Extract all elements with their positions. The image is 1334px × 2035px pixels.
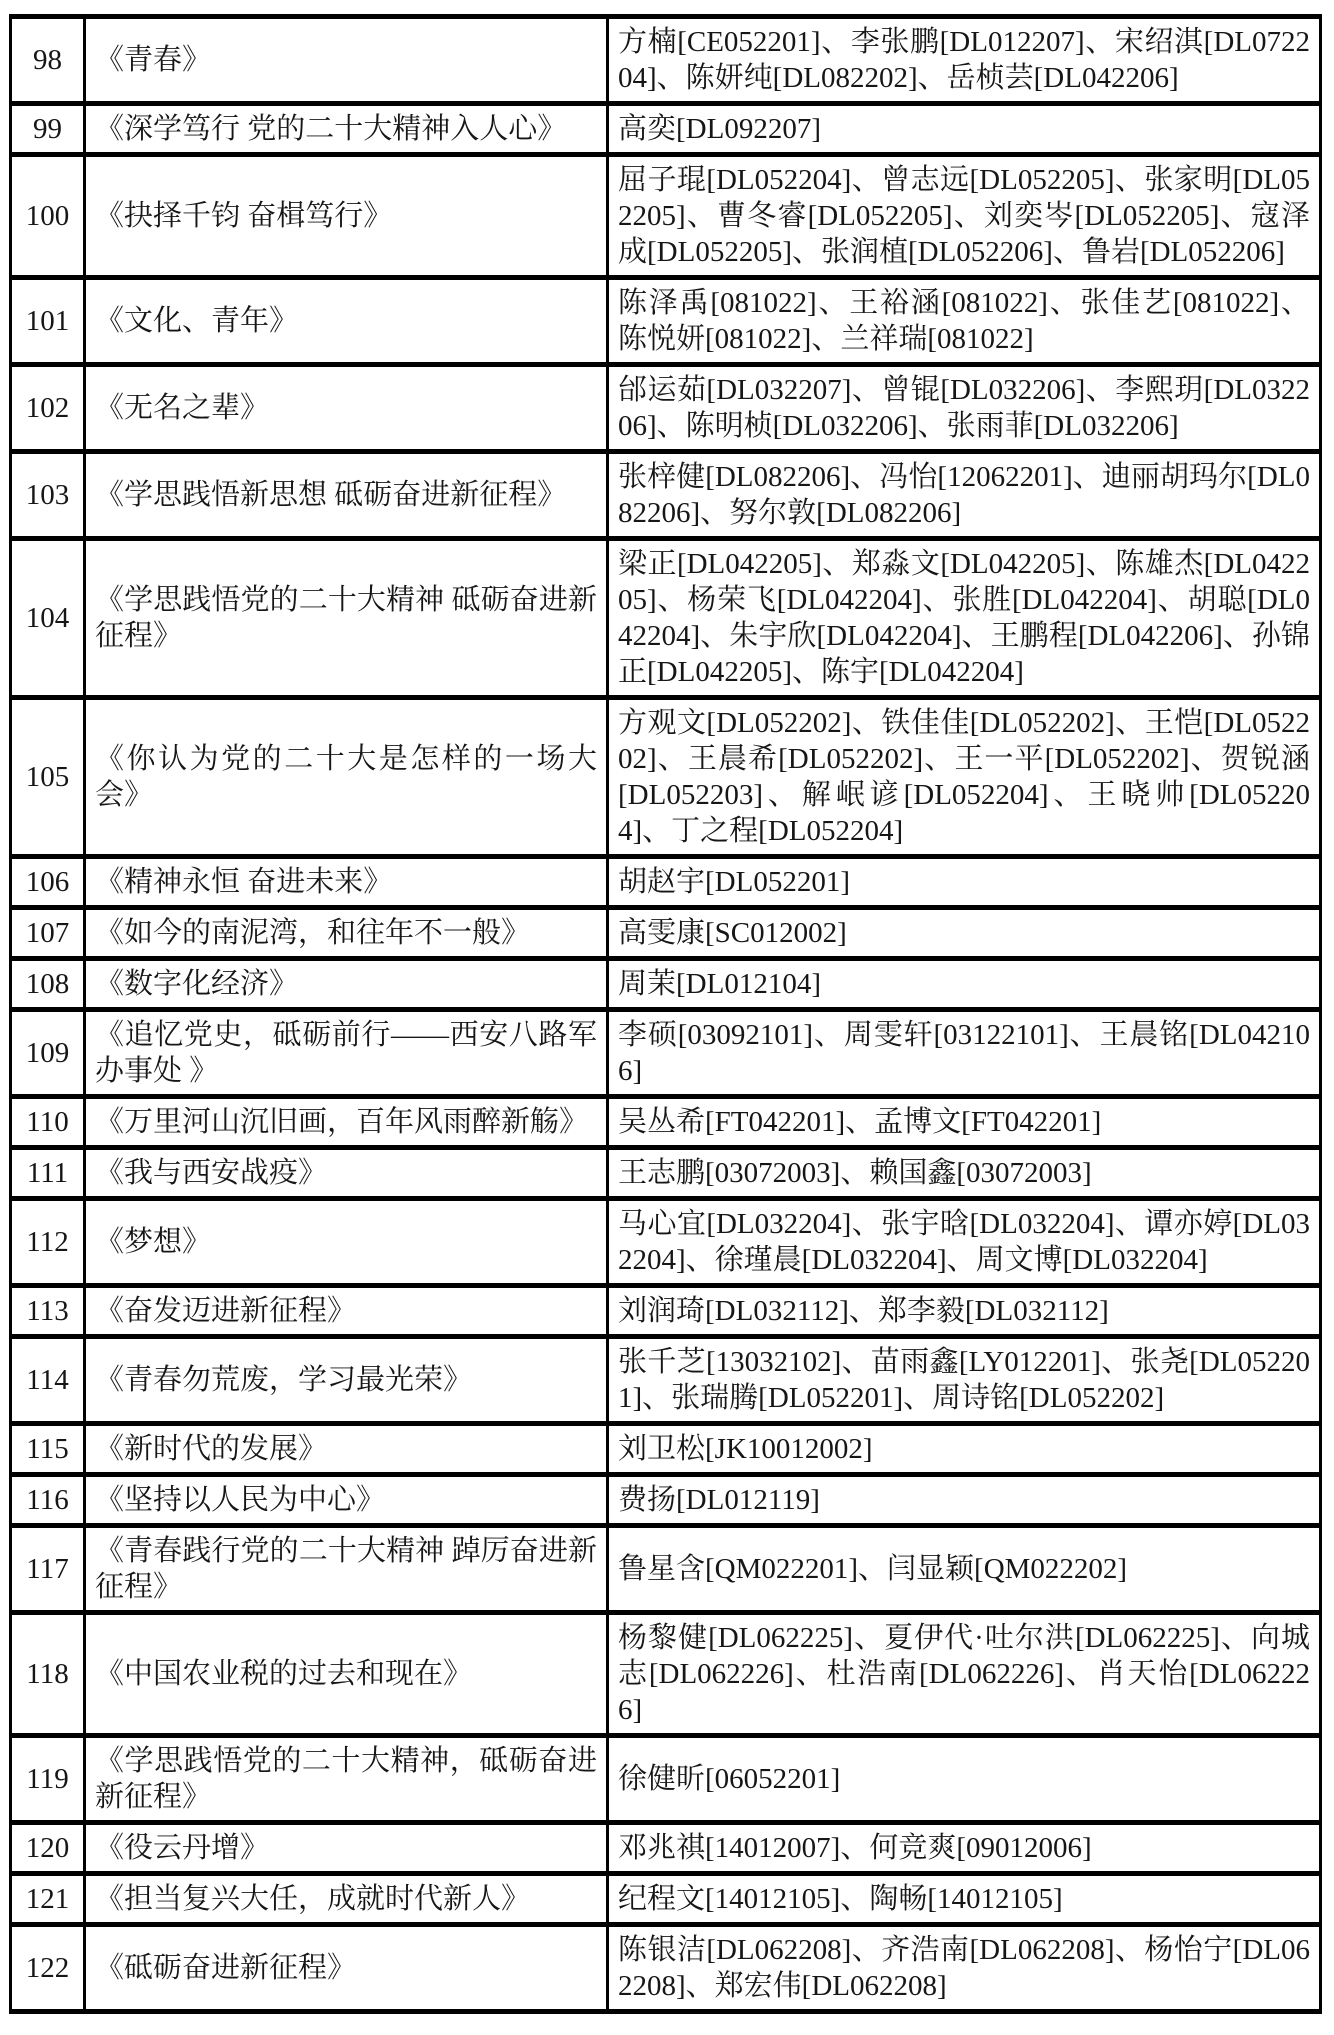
entry-title: 《抉择千钧 奋楫笃行》 xyxy=(85,155,608,278)
entry-title: 《文化、青年》 xyxy=(85,278,608,365)
entry-title: 《你认为党的二十大是怎样的一场大会》 xyxy=(85,698,608,857)
table-row xyxy=(11,278,1321,365)
entry-authors: 梁正[DL042205]、郑淼文[DL042205]、陈雄杰[DL042205]、杨荣飞[DL042204]、张胜[DL042204]、胡聪[DL042204]、朱宇欣[DL042204]、王鹏程[DL042206]、孙锦正[DL042205]、陈宇[DL042204] xyxy=(608,539,1321,698)
entry-number: 100 xyxy=(11,155,85,278)
table-row xyxy=(11,539,1321,698)
table-row xyxy=(11,17,1321,104)
entry-title: 《担当复兴大任，成就时代新人》 xyxy=(85,1874,608,1925)
table-row xyxy=(11,104,1321,155)
entry-number: 110 xyxy=(11,1097,85,1148)
entry-authors: 马心宜[DL032204]、张宇晗[DL032204]、谭亦婷[DL032204]、徐瑾晨[DL032204]、周文博[DL032204] xyxy=(608,1199,1321,1286)
entry-number: 120 xyxy=(11,1823,85,1874)
entry-number: 98 xyxy=(11,17,85,104)
entry-title: 《中国农业税的过去和现在》 xyxy=(85,1613,608,1736)
table-row xyxy=(11,1874,1321,1925)
entry-number: 107 xyxy=(11,908,85,959)
entry-authors: 邓兆祺[14012007]、何竞爽[09012006] xyxy=(608,1823,1321,1874)
entry-title: 《精神永恒 奋进未来》 xyxy=(85,857,608,908)
entries-body xyxy=(11,17,1321,2012)
entry-authors: 胡赵宇[DL052201] xyxy=(608,857,1321,908)
entry-number: 102 xyxy=(11,365,85,452)
entry-number: 108 xyxy=(11,959,85,1010)
entry-title: 《役云丹增》 xyxy=(85,1823,608,1874)
entry-number: 119 xyxy=(11,1736,85,1823)
entry-authors: 李硕[03092101]、周雯轩[03122101]、王晨铭[DL042106] xyxy=(608,1010,1321,1097)
entry-authors: 陈银洁[DL062208]、齐浩南[DL062208]、杨怡宁[DL062208]、郑宏伟[DL062208] xyxy=(608,1925,1321,2012)
entry-authors: 邰运茹[DL032207]、曾锟[DL032206]、李熙玥[DL032206]、陈明桢[DL032206]、张雨菲[DL032206] xyxy=(608,365,1321,452)
entry-title: 《学思践悟党的二十大精神，砥砺奋进新征程》 xyxy=(85,1736,608,1823)
entry-authors: 周茉[DL012104] xyxy=(608,959,1321,1010)
entry-number: 106 xyxy=(11,857,85,908)
entry-title: 《学思践悟党的二十大精神 砥砺奋进新征程》 xyxy=(85,539,608,698)
entry-title: 《无名之辈》 xyxy=(85,365,608,452)
entry-title: 《奋发迈进新征程》 xyxy=(85,1286,608,1337)
entry-title: 《青春践行党的二十大精神 踔厉奋进新征程》 xyxy=(85,1526,608,1613)
entry-title: 《青春》 xyxy=(85,17,608,104)
entry-number: 109 xyxy=(11,1010,85,1097)
table-row xyxy=(11,1337,1321,1424)
entry-authors: 张梓健[DL082206]、冯怡[12062201]、迪丽胡玛尔[DL082206]、努尔敦[DL082206] xyxy=(608,452,1321,539)
entry-title: 《学思践悟新思想 砥砺奋进新征程》 xyxy=(85,452,608,539)
table-row xyxy=(11,908,1321,959)
entry-title: 《数字化经济》 xyxy=(85,959,608,1010)
table-row xyxy=(11,1424,1321,1475)
entry-number: 117 xyxy=(11,1526,85,1613)
table-row xyxy=(11,698,1321,857)
table-row xyxy=(11,959,1321,1010)
entry-authors: 费扬[DL012119] xyxy=(608,1475,1321,1526)
entry-number: 112 xyxy=(11,1199,85,1286)
entry-number: 121 xyxy=(11,1874,85,1925)
entry-number: 111 xyxy=(11,1148,85,1199)
entry-authors: 徐健昕[06052201] xyxy=(608,1736,1321,1823)
entry-authors: 高奕[DL092207] xyxy=(608,104,1321,155)
entry-number: 118 xyxy=(11,1613,85,1736)
entry-title: 《砥砺奋进新征程》 xyxy=(85,1925,608,2012)
table-row xyxy=(11,1010,1321,1097)
entry-number: 116 xyxy=(11,1475,85,1526)
entry-authors: 方观文[DL052202]、铁佳佳[DL052202]、王恺[DL052202]、王晨希[DL052202]、王一平[DL052202]、贺锐涵[DL052203]、解岷谚[DL052204]、王晓帅[DL052204]、丁之程[DL052204] xyxy=(608,698,1321,857)
entry-title: 《新时代的发展》 xyxy=(85,1424,608,1475)
entry-number: 104 xyxy=(11,539,85,698)
entry-title: 《梦想》 xyxy=(85,1199,608,1286)
entry-authors: 王志鹏[03072003]、赖国鑫[03072003] xyxy=(608,1148,1321,1199)
table-row xyxy=(11,857,1321,908)
table-row xyxy=(11,1199,1321,1286)
table-row xyxy=(11,1736,1321,1823)
entry-authors: 刘润琦[DL032112]、郑李毅[DL032112] xyxy=(608,1286,1321,1337)
entry-authors: 方楠[CE052201]、李张鹏[DL012207]、宋绍淇[DL072204]、陈妍纯[DL082202]、岳桢芸[DL042206] xyxy=(608,17,1321,104)
entry-number: 115 xyxy=(11,1424,85,1475)
entry-authors: 鲁星含[QM022201]、闫显颖[QM022202] xyxy=(608,1526,1321,1613)
entry-authors: 屈子琨[DL052204]、曾志远[DL052205]、张家明[DL052205]、曹冬睿[DL052205]、刘奕岑[DL052205]、寇泽成[DL052205]、张润植[DL052206]、鲁岩[DL052206] xyxy=(608,155,1321,278)
table-row xyxy=(11,452,1321,539)
entry-title: 《青春勿荒废，学习最光荣》 xyxy=(85,1337,608,1424)
table-row xyxy=(11,1823,1321,1874)
entry-authors: 张千芝[13032102]、苗雨鑫[LY012201]、张尧[DL052201]、张瑞腾[DL052201]、周诗铭[DL052202] xyxy=(608,1337,1321,1424)
table-row xyxy=(11,1613,1321,1736)
entry-authors: 陈泽禹[081022]、王裕涵[081022]、张佳艺[081022]、陈悦妍[081022]、兰祥瑞[081022] xyxy=(608,278,1321,365)
entry-authors: 高雯康[SC012002] xyxy=(608,908,1321,959)
entry-authors: 吴丛希[FT042201]、孟博文[FT042201] xyxy=(608,1097,1321,1148)
entry-title: 《我与西安战疫》 xyxy=(85,1148,608,1199)
entry-number: 101 xyxy=(11,278,85,365)
table-row xyxy=(11,1526,1321,1613)
entry-number: 105 xyxy=(11,698,85,857)
table-row xyxy=(11,1925,1321,2012)
table-row xyxy=(11,1097,1321,1148)
entry-number: 103 xyxy=(11,452,85,539)
entries-table xyxy=(9,14,1322,2014)
entry-number: 114 xyxy=(11,1337,85,1424)
table-row xyxy=(11,1475,1321,1526)
entry-title: 《深学笃行 党的二十大精神入人心》 xyxy=(85,104,608,155)
entry-title: 《追忆党史，砥砺前行——西安八路军办事处 》 xyxy=(85,1010,608,1097)
entry-number: 99 xyxy=(11,104,85,155)
entry-authors: 杨黎健[DL062225]、夏伊代·吐尔洪[DL062225]、向城志[DL062226]、杜浩南[DL062226]、肖天怡[DL062226] xyxy=(608,1613,1321,1736)
entry-authors: 纪程文[14012105]、陶畅[14012105] xyxy=(608,1874,1321,1925)
entry-number: 113 xyxy=(11,1286,85,1337)
entry-authors: 刘卫松[JK10012002] xyxy=(608,1424,1321,1475)
table-row xyxy=(11,155,1321,278)
table-row xyxy=(11,1286,1321,1337)
entry-title: 《坚持以人民为中心》 xyxy=(85,1475,608,1526)
table-row xyxy=(11,1148,1321,1199)
table-row xyxy=(11,365,1321,452)
entry-number: 122 xyxy=(11,1925,85,2012)
entry-title: 《万里河山沉旧画，百年风雨醉新觞》 xyxy=(85,1097,608,1148)
entry-title: 《如今的南泥湾，和往年不一般》 xyxy=(85,908,608,959)
